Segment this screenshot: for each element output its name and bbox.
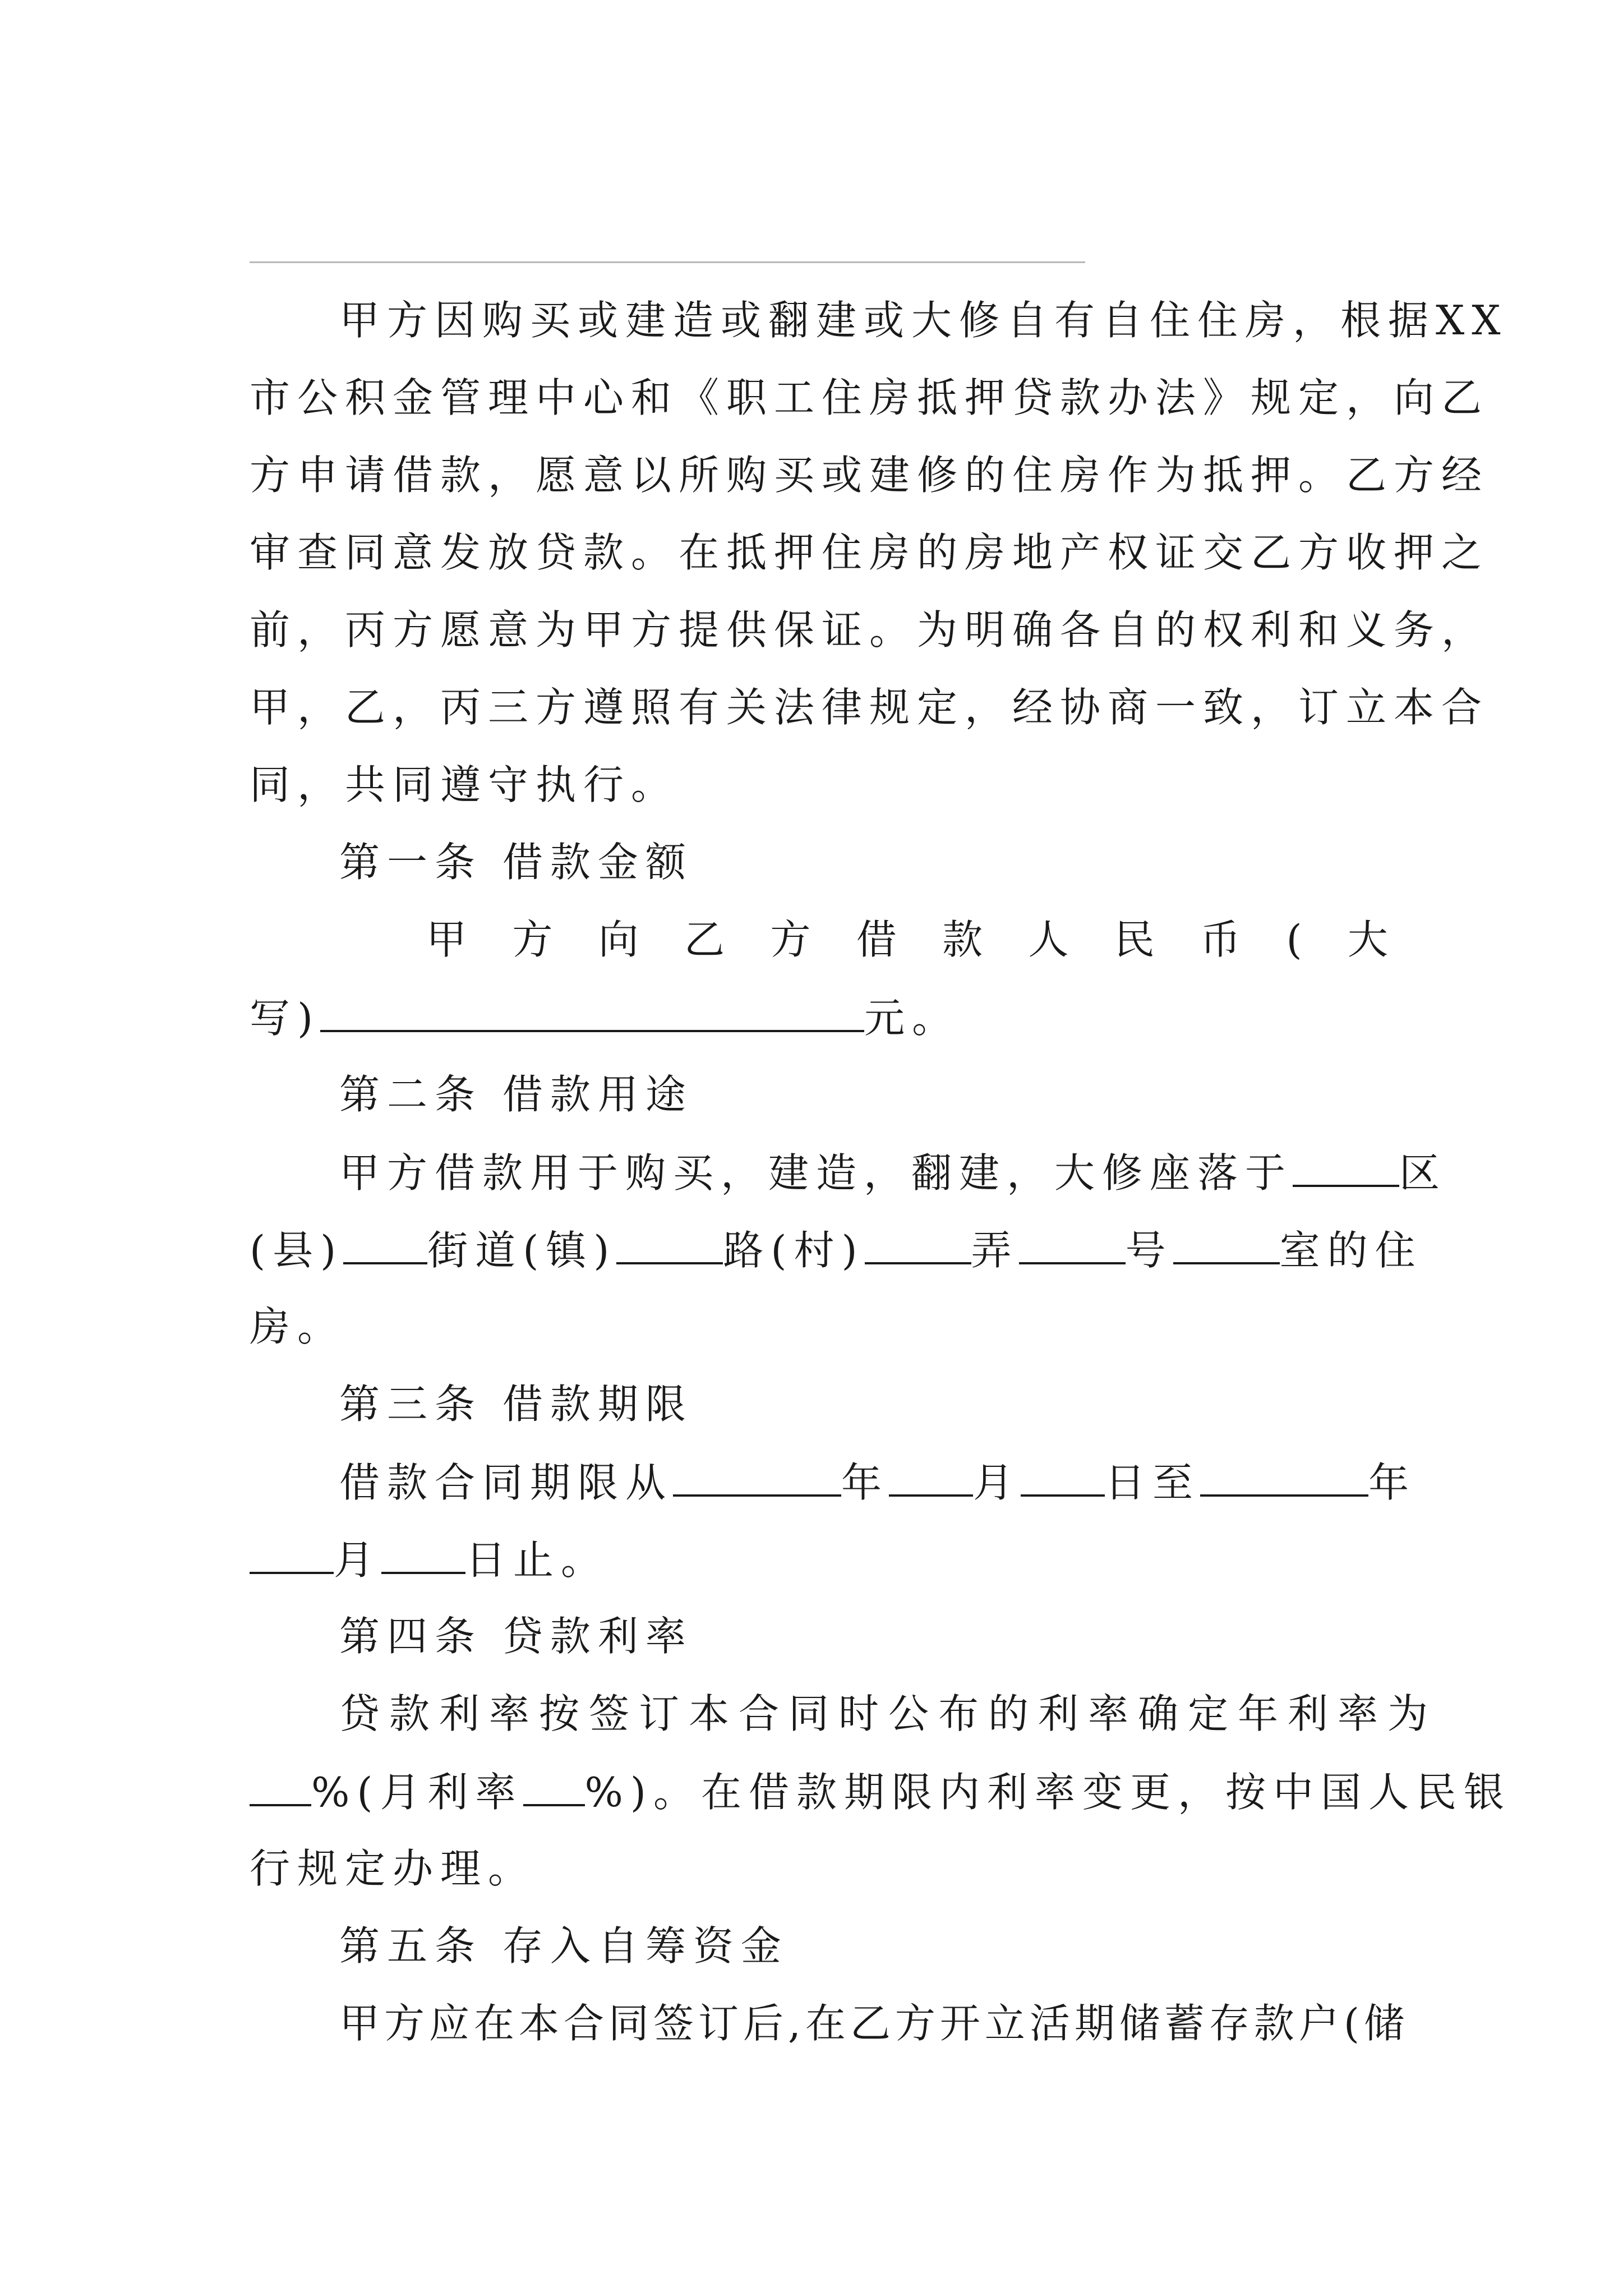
article2-line3: 房。 bbox=[250, 1303, 345, 1350]
county-blank[interactable] bbox=[343, 1218, 427, 1264]
char: ( bbox=[1286, 916, 1302, 963]
intro-line: 前，丙方愿意为甲方提供保证。为明确各自的权利和义务， bbox=[250, 606, 1490, 654]
text: 月 bbox=[973, 1459, 1021, 1506]
end-year-blank[interactable] bbox=[1200, 1451, 1368, 1497]
end-month-blank[interactable] bbox=[250, 1528, 334, 1574]
char: 甲 bbox=[426, 916, 467, 963]
text: 写) bbox=[250, 995, 321, 1042]
text: %)。在借款期限内利率变更，按中国人民银 bbox=[584, 1769, 1512, 1816]
char: 乙 bbox=[684, 916, 725, 963]
article4-line2 bbox=[250, 1760, 1512, 1822]
text: 路(村) bbox=[723, 1227, 865, 1274]
text: 年 bbox=[841, 1459, 889, 1506]
text: 区 bbox=[1399, 1149, 1447, 1197]
intro-line: 同，共同遵守执行。 bbox=[250, 761, 679, 808]
monthly-rate-blank[interactable] bbox=[523, 1760, 585, 1806]
article3-heading: 第三条 借款期限 bbox=[339, 1381, 693, 1428]
number-blank[interactable] bbox=[1173, 1218, 1280, 1264]
char: 大 bbox=[1347, 916, 1388, 963]
char: 借 bbox=[856, 916, 897, 963]
article2-line1 bbox=[339, 1141, 1447, 1203]
article5-heading: 第五条 存入自筹资金 bbox=[339, 1922, 789, 1970]
intro-line: 甲方因购买或建造或翻建或大修自有自住住房，根据XX bbox=[339, 297, 1508, 344]
article4-line1: 贷款利率按签订本合同时公布的利率确定年利率为 bbox=[339, 1690, 1438, 1737]
text: 日止。 bbox=[465, 1536, 609, 1584]
text: 借款合同期限从 bbox=[339, 1459, 674, 1506]
text: 弄 bbox=[971, 1227, 1019, 1274]
text: 元。 bbox=[864, 995, 960, 1042]
article4-line3: 行规定办理。 bbox=[250, 1845, 536, 1892]
text: 日至 bbox=[1105, 1459, 1201, 1506]
article1-heading: 第一条 借款金额 bbox=[339, 839, 693, 886]
char: 民 bbox=[1114, 916, 1155, 963]
text: 街道(镇) bbox=[427, 1227, 617, 1274]
char: 向 bbox=[598, 916, 639, 963]
header-rule bbox=[250, 261, 1085, 263]
article5-line1: 甲方应在本合同签订后,在乙方开立活期储蓄存款户(储 bbox=[339, 2000, 1409, 2047]
article3-line1 bbox=[339, 1451, 1417, 1512]
intro-line: 方申请借款，愿意以所购买或建修的住房作为抵押。乙方经 bbox=[250, 452, 1490, 499]
article4-heading: 第四条 贷款利率 bbox=[339, 1613, 693, 1660]
street-blank[interactable] bbox=[616, 1218, 723, 1264]
end-day-blank[interactable] bbox=[381, 1528, 465, 1574]
char: 方 bbox=[770, 916, 811, 963]
text: (县) bbox=[250, 1227, 344, 1274]
text: 月 bbox=[334, 1536, 382, 1584]
char: 币 bbox=[1200, 916, 1241, 963]
road-blank[interactable] bbox=[865, 1218, 971, 1264]
article1-line2 bbox=[250, 986, 1388, 1048]
char: 人 bbox=[1028, 916, 1069, 963]
char: 款 bbox=[942, 916, 983, 963]
article2-line2 bbox=[250, 1218, 1423, 1280]
intro-line: 市公积金管理中心和《职工住房抵押贷款办法》规定，向乙 bbox=[250, 374, 1490, 421]
intro-line: 审查同意发放贷款。在抵押住房的房地产权证交乙方收押之 bbox=[250, 529, 1490, 576]
article3-line2 bbox=[250, 1528, 1388, 1590]
text: 甲方借款用于购买，建造，翻建，大修座落于 bbox=[339, 1149, 1293, 1197]
lane-blank[interactable] bbox=[1019, 1218, 1126, 1264]
intro-line: 甲，乙，丙三方遵照有关法律规定，经协商一致，订立本合 bbox=[250, 684, 1490, 731]
annual-rate-blank[interactable] bbox=[250, 1760, 311, 1806]
amount-blank[interactable] bbox=[320, 986, 864, 1032]
start-month-blank[interactable] bbox=[889, 1451, 973, 1497]
char: 方 bbox=[512, 916, 553, 963]
district-blank[interactable] bbox=[1293, 1141, 1399, 1187]
text: %(月利率 bbox=[311, 1769, 523, 1816]
article1-line1 bbox=[426, 909, 1388, 970]
text: 号 bbox=[1125, 1227, 1173, 1274]
start-year-blank[interactable] bbox=[673, 1451, 841, 1497]
start-day-blank[interactable] bbox=[1021, 1451, 1105, 1497]
text: 室的住 bbox=[1279, 1227, 1423, 1274]
article2-heading: 第二条 借款用途 bbox=[339, 1071, 693, 1118]
text: 年 bbox=[1368, 1459, 1417, 1506]
